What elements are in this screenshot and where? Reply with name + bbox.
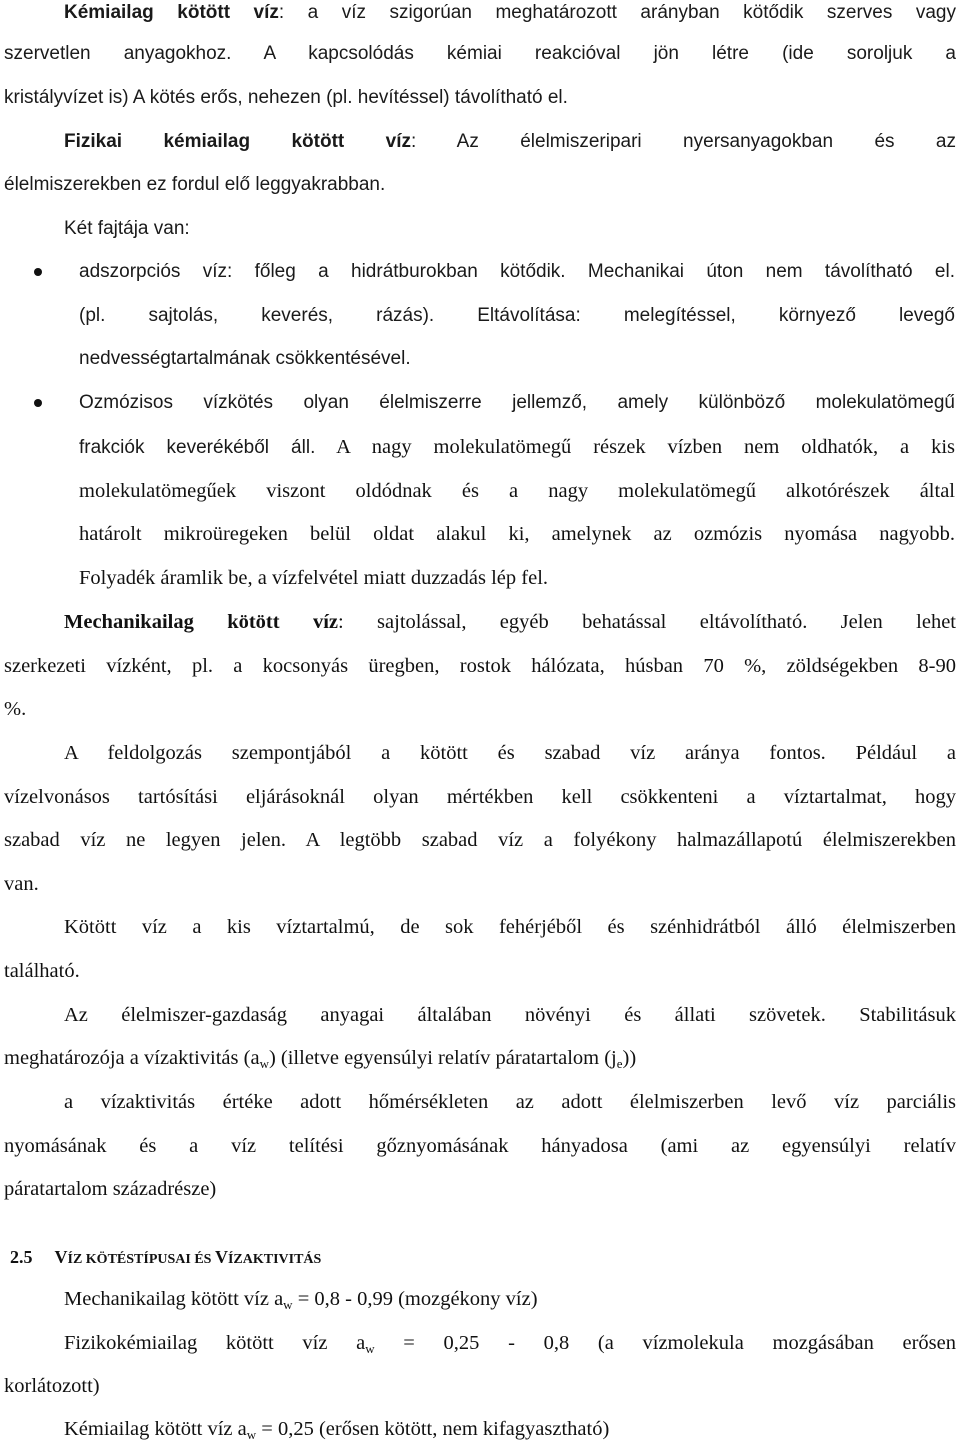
term-chemically-bound: Kémiailag kötött víz bbox=[64, 2, 279, 23]
bullet-osmotic-line-1: Ozmózisos vízkötés olyan élelmiszerre jellemző, amely különböző molekulatömegű bbox=[79, 392, 955, 413]
bullet-adsorption-line-1: adszorpciós víz: főleg a hidrátburokban kötődik. Mechanikai úton nem távolítható el. bbox=[79, 261, 955, 282]
bullet-adsorption-line-3: nedvességtartalmának csökkentésével. bbox=[79, 348, 411, 369]
paragraph-water-activity-line-3: páratartalom századrésze) bbox=[4, 1178, 217, 1200]
bullet-osmotic-line-4: határolt mikroüregeken belül oldat alakul ki, amelynek az ozmózis nyomása nagyobb. bbox=[79, 523, 955, 545]
two-types-intro: Két fajtája van: bbox=[64, 218, 190, 239]
item-physicochemically-bound-line-2: korlátozott) bbox=[4, 1375, 100, 1397]
bullet-osmotic-line-5: Folyadék áramlik be, a vízfelvétel miatt duzzadás lép fel. bbox=[79, 567, 549, 589]
item-mechanically-bound-activity: Mechanikailag kötött víz $a_w = 0,8 - 0,99$ (mozgékony víz) bbox=[64, 1288, 538, 1312]
paragraph-processing-line-2: vízelvonásos tartósítási eljárásoknál olyan mértékben kell csökkenteni a víztartalmat, hogy bbox=[4, 786, 956, 808]
paragraph-water-activity-line-1: a vízaktivitás értéke adott hőmérsékleten az adott élelmiszerben levő víz parciális bbox=[64, 1091, 956, 1113]
bullet-osmotic-line-3: molekulatömegűek viszont oldódnak és a nagy molekulatömegű alkotórészek által bbox=[79, 480, 955, 502]
paragraph-processing-line-3: szabad víz ne legyen jelen. A legtöbb szabad víz a folyékony halmazállapotú élelmiszerekben bbox=[4, 829, 956, 851]
bullet-osmotic-line-2: frakciók keverékéből áll. A nagy molekulatömegű részek vízben nem oldhatók, a kis bbox=[79, 436, 955, 458]
paragraph-physical-line-1: Fizikai kémiailag kötött víz: Az élelmiszeripari nyersanyagokban és az bbox=[64, 131, 956, 152]
item-chemically-bound-activity: Kémiailag kötött víz $a_w = 0,25$ (erősen kötött, nem kifagyasztható) bbox=[64, 1418, 610, 1442]
section-heading: 2.5 VÍZ KÖTÉSTÍPUSAI ÉS VÍZAKTIVITÁS bbox=[10, 1247, 322, 1267]
paragraph-mechanical-line-1: Mechanikailag kötött víz: sajtolással, egyéb behatással eltávolítható. Jelen lehet bbox=[64, 611, 956, 633]
paragraph-stability-line-1: Az élelmiszer-gazdaság anyagai általában növényi és állati szövetek. Stabilitásuk bbox=[64, 1004, 956, 1026]
paragraph-bound-water-line-2: található. bbox=[4, 960, 80, 982]
paragraph-mechanical-line-2: szerkezeti vízként, pl. a kocsonyás üregben, rostok hálózata, húsban 70 %, zöldségekben 8-90 bbox=[4, 655, 956, 677]
term-physical-chemically-bound: Fizikai kémiailag kötött víz bbox=[64, 131, 412, 152]
paragraph-physical-line-2: élelmiszerekben ez fordul elő leggyakrabban. bbox=[4, 174, 386, 195]
paragraph-bound-water-line-1: Kötött víz a kis víztartalmú, de sok fehérjéből és szénhidrátból álló élelmiszerben bbox=[64, 916, 956, 938]
paragraph-stability-line-2: meghatározója a vízaktivitás $(a_w)$ (illetve egyensúlyi relatív páratartalom $(j_e)$) bbox=[4, 1047, 637, 1071]
paragraph-chemically-bound-line-2: szervetlen anyagokhoz. A kapcsolódás kémiai reakcióval jön létre (ide soroljuk a bbox=[4, 43, 956, 64]
term-mechanically-bound: Mechanikailag kötött víz bbox=[64, 611, 338, 633]
bullet-icon bbox=[34, 268, 42, 276]
item-physicochemically-bound-activity: Fizikokémiailag kötött víz $a_w = 0,25 - 0,8$ (a vízmolekula mozgásában erősen bbox=[64, 1332, 956, 1356]
paragraph-water-activity-line-2: nyomásának és a víz telítési gőznyomásának hányadosa (ami az egyensúlyi relatív bbox=[4, 1135, 956, 1157]
bullet-icon bbox=[34, 399, 42, 407]
paragraph-processing-line-4: van. bbox=[4, 873, 39, 895]
paragraph-mechanical-line-3: %. bbox=[4, 698, 27, 720]
paragraph-chemically-bound-line-3: kristályvízet is) A kötés erős, nehezen (pl. hevítéssel) távolítható el. bbox=[4, 87, 568, 108]
bullet-adsorption-line-2: (pl. sajtolás, keverés, rázás). Eltávolítása: melegítéssel, környező levegő bbox=[79, 305, 955, 326]
paragraph-chemically-bound-line-1: Kémiailag kötött víz: a víz szigorúan meghatározott arányban kötődik szerves vagy bbox=[64, 2, 956, 23]
paragraph-processing-line-1: A feldolgozás szempontjából a kötött és szabad víz aránya fontos. Például a bbox=[64, 742, 956, 764]
